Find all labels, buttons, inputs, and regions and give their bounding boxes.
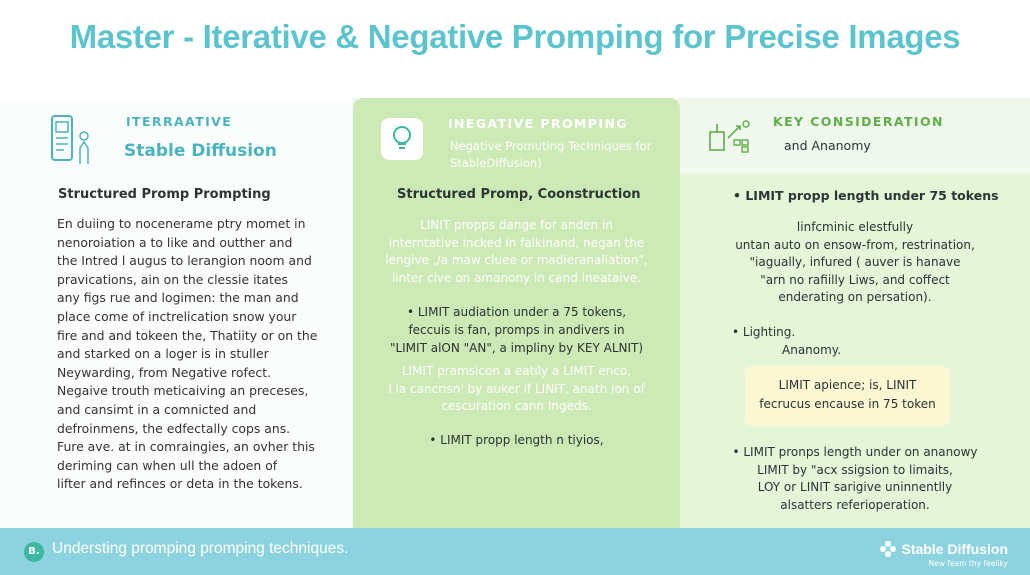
- negative-block-1: [363, 217, 670, 287]
- column-header: KEY CONSIDERATION: [773, 114, 944, 129]
- key-bullet-1: • LIMIT propp length under 75 tokens: [733, 188, 999, 203]
- body-line: pravications, ain on the clessie itates: [57, 271, 288, 287]
- body-line: cescuration cann Ingeds.: [441, 399, 592, 413]
- body-line: untan auto on ensow-from, restrination,: [735, 237, 975, 252]
- body-line: feccuis is fan, promps in andivers in: [408, 323, 625, 337]
- body-line: LIMIT by "acx ssigsion to limaits,: [757, 462, 953, 477]
- body-line: En duiing to nocenerame ptry momet in: [57, 216, 306, 231]
- body-line: linfcminic elestfully: [796, 220, 914, 234]
- brand-logo: [879, 540, 1008, 568]
- key-block-2: [690, 444, 1020, 514]
- footer-badge: B.: [24, 542, 44, 562]
- column-subheader: and Ananomy: [784, 138, 871, 153]
- body-line: and cansimt in a comnicted and: [57, 401, 257, 417]
- footer-bar: [0, 528, 1030, 575]
- body-line: LINIT propps dange for anden in: [420, 218, 613, 232]
- body-line: LIMIT pramsicon a eatily a LIMIT enco,: [401, 364, 632, 378]
- column-subheader: Negative Promuting Techniques for StableDiffusion): [450, 139, 652, 170]
- body-line: "iagually, infured ( auver is hanave: [749, 255, 961, 269]
- section-title: Structured Promp, Coonstruction: [397, 187, 641, 202]
- callout-box: [745, 366, 950, 426]
- body-line: lengive ,/a maw cluee or madieranaliation",: [385, 253, 648, 267]
- body-line: interntative incked in falkinand, negan the: [388, 235, 645, 250]
- brand-name: Stable Diffusion: [901, 541, 1008, 557]
- body-line: Negaive trouth meticaiving an preceses,: [57, 383, 309, 399]
- body-line: alsatters referioperation.: [780, 497, 930, 512]
- document-hand-icon: [50, 114, 96, 166]
- body-line: the Intred l augus to lerangion noom and: [57, 253, 312, 269]
- body-line: nenoroiation a to like and outther and: [57, 234, 293, 250]
- section-title: Structured Promp Prompting: [58, 187, 271, 202]
- callout-line: LIMIT apience; is, LINIT: [778, 378, 917, 392]
- body-line: lifter and refinces or deta in the tokens.: [57, 476, 303, 492]
- negative-block-3: [363, 363, 670, 416]
- tools-icon: [706, 118, 754, 154]
- body-line: LOY or LINIT sarigive uninnentlly: [757, 480, 953, 494]
- body-line: "LIMIT alON "AN", a impliny by KEY ALNIT): [389, 340, 644, 355]
- body-line: • LIMIT pronps length under on ananowy: [732, 445, 978, 459]
- body-line: Fure ave. at in comraingies, an ovher this: [57, 439, 315, 455]
- body-line: defroinmens, the edfectally cops ans.: [57, 420, 291, 436]
- column-subheader: Stable Diffusion: [124, 141, 277, 161]
- lightbulb-icon-tile: [381, 118, 423, 160]
- footer-text: Understing promping promping techniques.: [52, 540, 349, 557]
- body-line: fire and and tokeen the, Thatiity or on the: [57, 327, 318, 343]
- body-line: place come of inctrelication snow your: [57, 308, 297, 324]
- key-bullet-2: • Lighting.: [732, 325, 796, 339]
- body-line: deriming can when ull the adoen of: [57, 457, 278, 473]
- key-block-1: [690, 219, 1020, 307]
- body-line: and starked on a loger is in stuller: [57, 346, 269, 362]
- negative-bullet-2: • LIMIT propp length n tiyios,: [429, 433, 604, 447]
- callout-line: fecrucus encause in 75 token: [759, 397, 936, 411]
- body-line: "arn no rafiilly Liws, and coffect: [760, 272, 950, 287]
- key-bullet-2-sub: Ananomy.: [782, 343, 842, 357]
- iterative-body: [57, 215, 327, 494]
- body-line: any figs rue and logimen: the man and: [57, 290, 299, 306]
- negative-bullet-1: • LIMIT audiation under a 75 tokens,: [406, 305, 627, 319]
- body-line: I la cancrisn' by auker if LINIT, anath ion of: [388, 381, 645, 396]
- body-line: enderating on persation).: [778, 290, 932, 304]
- page-title: Master - Iterative & Negative Promping for Precise Images: [69, 18, 961, 55]
- lightbulb-icon: [381, 118, 423, 160]
- column-header: INEGATIVE PROMPING: [448, 116, 628, 131]
- body-line: Neywarding, from Negative rofect.: [57, 364, 272, 380]
- brand-tagline: New feam thy feeliky: [928, 559, 1008, 568]
- body-line: linter cive on amanony in cand lneataive.: [391, 270, 642, 285]
- flower-icon: [879, 540, 897, 558]
- column-header: ITERRAATIVE: [126, 114, 233, 129]
- negative-block-2: [363, 322, 670, 357]
